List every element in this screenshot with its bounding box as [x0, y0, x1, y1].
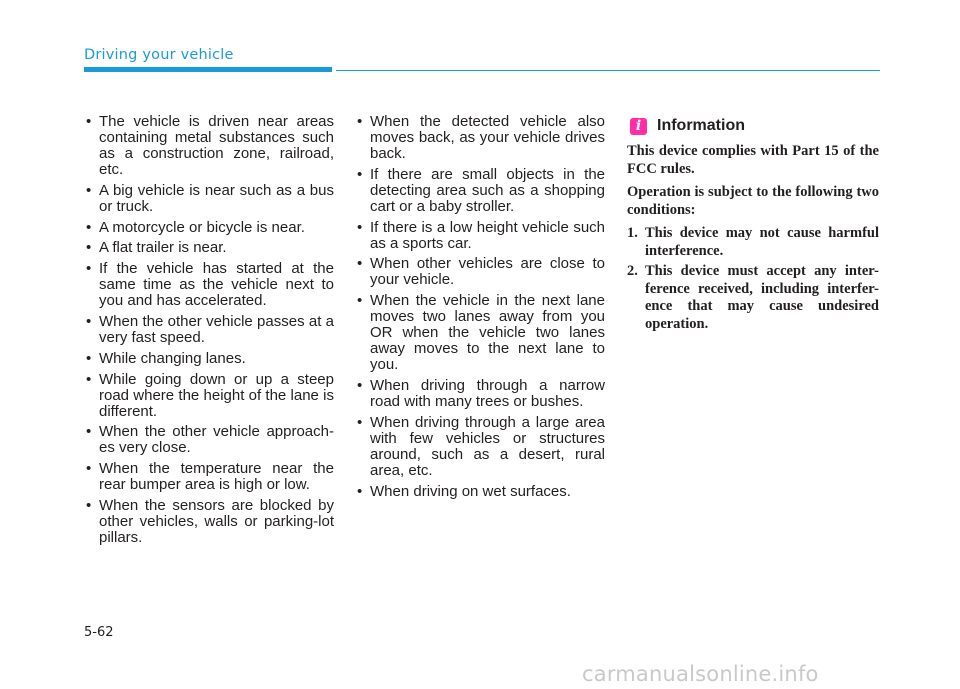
bullet-list: [355, 114, 605, 500]
item-number: 1.: [627, 225, 638, 241]
list-item: [84, 351, 334, 367]
list-item: [355, 415, 605, 479]
bullet-icon: •: [357, 292, 363, 310]
list-item: [355, 378, 605, 410]
watermark: carmanualsonline.info: [582, 662, 819, 686]
bullet-icon: •: [357, 255, 363, 273]
bullet-icon: •: [357, 165, 363, 183]
information-title: Information: [657, 117, 745, 134]
header-rule-thick: [84, 67, 332, 72]
list-item-text: When other vehicles are close to your vehicle.: [370, 255, 605, 289]
bullet-icon: •: [357, 413, 363, 431]
numbered-item: [627, 225, 879, 260]
list-item: [84, 314, 334, 346]
list-item: [84, 240, 334, 256]
list-item: [84, 424, 334, 456]
list-item-text: While going down or up a steep road where the height of the lane is different.: [99, 370, 334, 420]
list-item-text: When the other vehicle approach- es very close.: [99, 423, 334, 457]
item-text: This device must accept any inter- ference received, including interfer- ence that may cause undesired operation.: [645, 263, 879, 332]
list-item: [355, 484, 605, 500]
section-title: Driving your vehicle: [84, 47, 234, 63]
information-paragraph: Operation is subject to the following two conditions:: [627, 184, 879, 218]
left-column: [84, 114, 334, 551]
list-item-text: If there are small objects in the detecting area such as a shopping cart or a baby stroller.: [370, 165, 605, 215]
list-item-text: A motorcycle or bicycle is near.: [99, 218, 305, 236]
list-item: [84, 183, 334, 215]
list-item: [355, 220, 605, 252]
bullet-icon: •: [357, 113, 363, 130]
header-rule-thin: [336, 70, 880, 71]
bullet-icon: •: [86, 181, 92, 199]
bullet-icon: •: [86, 349, 92, 367]
bullet-icon: •: [86, 113, 92, 130]
list-item: [355, 114, 605, 162]
list-item: [84, 461, 334, 493]
list-item-text: While changing lanes.: [99, 349, 246, 367]
list-item-text: If there is a low height vehicle such as a sports car.: [370, 218, 605, 252]
bullet-icon: •: [86, 239, 92, 257]
list-item: [355, 167, 605, 215]
list-item: [84, 114, 334, 178]
information-icon: i: [630, 118, 647, 135]
bullet-icon: •: [86, 460, 92, 478]
page-number: 5-62: [84, 625, 114, 640]
bullet-icon: •: [357, 218, 363, 236]
list-item-text: When the vehicle in the next lane moves two lanes away from you OR when the vehicle two lanes away moves to the next lane to you.: [370, 292, 605, 374]
middle-column: [355, 114, 605, 504]
list-item-text: A flat trailer is near.: [99, 239, 227, 257]
list-item-text: When the other vehicle passes at a very fast speed.: [99, 312, 334, 346]
list-item: [84, 372, 334, 420]
bullet-icon: •: [357, 376, 363, 394]
list-item-text: When the sensors are blocked by other vehicles, walls or parking-lot pillars.: [99, 496, 334, 546]
list-item-text: The vehicle is driven near areas containing metal substances such as a construction zone, railroad, etc.: [99, 113, 334, 178]
list-item-text: When the detected vehicle also moves back, as your vehicle drives back.: [370, 113, 605, 162]
list-item-text: If the vehicle has started at the same time as the vehicle next to you and has accelerated.: [99, 260, 334, 310]
information-header: [627, 114, 879, 138]
list-item-text: When driving through a large area with few vehicles or structures around, such as a desert, rural area, etc.: [370, 413, 605, 479]
bullet-icon: •: [86, 260, 92, 278]
list-item: [84, 261, 334, 309]
list-item-text: When driving through a narrow road with many trees or bushes.: [370, 376, 605, 410]
list-item: [84, 220, 334, 236]
list-item: [84, 498, 334, 546]
list-item: [355, 256, 605, 288]
item-text: This device may not cause harmful interference.: [645, 225, 879, 259]
bullet-icon: •: [357, 482, 363, 500]
item-number: 2.: [627, 263, 638, 279]
list-item-text: When driving on wet surfaces.: [370, 482, 571, 500]
information-paragraph: This device complies with Part 15 of the FCC rules.: [627, 143, 879, 177]
bullet-list: [84, 114, 334, 546]
numbered-item: [627, 263, 879, 333]
list-item-text: A big vehicle is near such as a bus or truck.: [99, 181, 334, 215]
information-box: [627, 114, 879, 336]
list-item: [355, 293, 605, 373]
list-item-text: When the temperature near the rear bumper area is high or low.: [99, 460, 334, 494]
bullet-icon: •: [86, 496, 92, 514]
bullet-icon: •: [86, 218, 92, 236]
bullet-icon: •: [86, 423, 92, 441]
bullet-icon: •: [86, 312, 92, 330]
bullet-icon: •: [86, 370, 92, 388]
